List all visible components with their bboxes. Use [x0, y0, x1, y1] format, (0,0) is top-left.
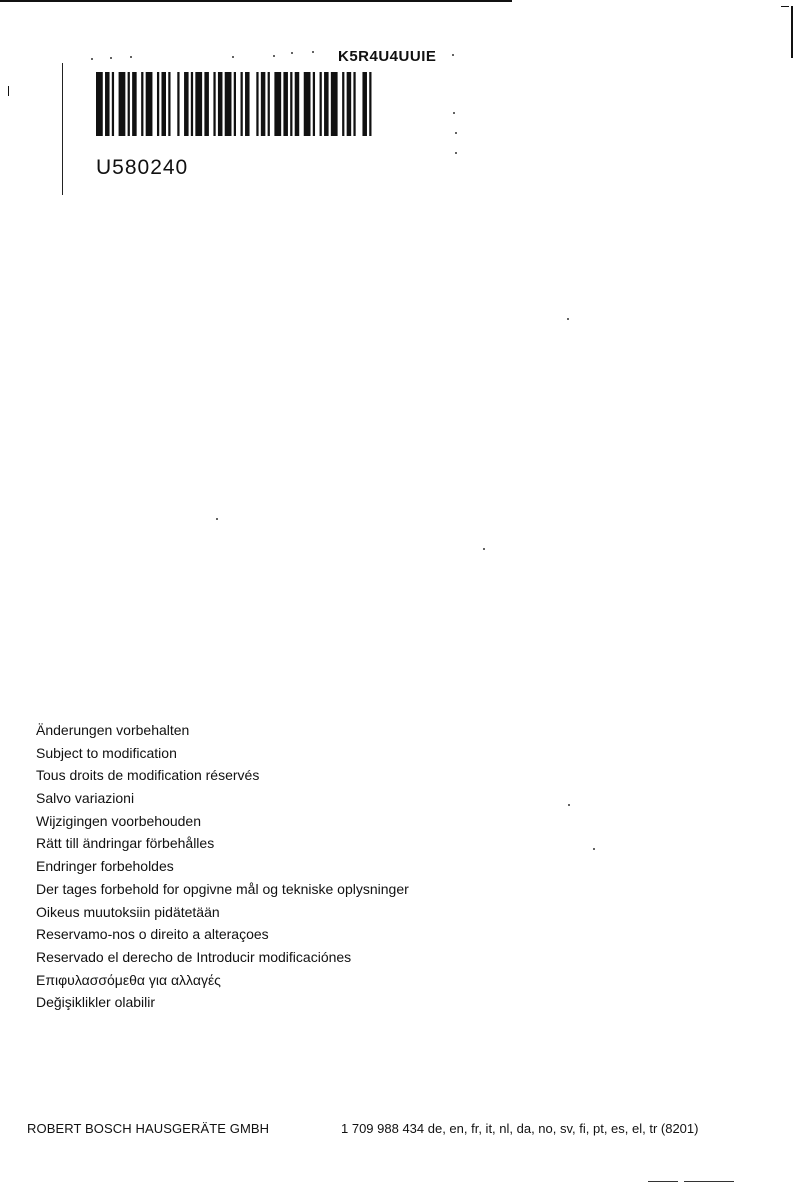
speck [232, 56, 234, 58]
speck [455, 132, 457, 134]
speck [453, 112, 455, 114]
speck [110, 57, 112, 59]
barcode-bar [177, 72, 179, 136]
barcode-bar [324, 72, 329, 136]
bottom-dash-mark [684, 1181, 734, 1182]
speck [216, 518, 218, 520]
barcode-bar [256, 72, 258, 136]
barcode-bar [184, 72, 189, 136]
barcode-bar [234, 72, 236, 136]
barcode-number: U580240 [96, 156, 189, 179]
company-name: ROBERT BOSCH HAUSGERÄTE GMBH [27, 1121, 270, 1136]
barcode-bar [295, 72, 300, 136]
barcode-bar [132, 72, 137, 136]
speck [568, 804, 570, 806]
notice-de: Änderungen vorbehalten [36, 722, 190, 738]
barcode-bar [313, 72, 315, 136]
label-code: K5R4U4UUIE [338, 48, 437, 65]
notice-it: Salvo variazioni [36, 790, 135, 807]
barcode-bar [213, 72, 215, 136]
barcode-bar [161, 72, 166, 136]
notice-no: Endringer forbeholdes [36, 858, 174, 875]
speck [273, 55, 275, 57]
barcode-bar [96, 72, 103, 136]
barcode-bar [331, 72, 338, 136]
speck [567, 318, 569, 320]
barcode-bar [241, 72, 243, 136]
label-bracket [62, 63, 69, 195]
speck [455, 152, 457, 154]
barcode-bar [304, 72, 311, 136]
barcode-bar [274, 72, 281, 136]
barcode-bar [157, 72, 159, 136]
notice-el: Επιφυλασσόμεθα για αλλαγές [36, 971, 221, 988]
speck [312, 51, 314, 53]
barcode-bar [128, 72, 130, 136]
barcode-bar [369, 72, 371, 136]
barcode-bar [320, 72, 322, 136]
top-border-line [0, 0, 512, 2]
notice-tr: Değişiklikler olabilir [36, 994, 156, 1011]
notice-fi: Oikeus muutoksiin pidätetään [36, 903, 220, 920]
speck [593, 848, 595, 850]
barcode-bar [283, 72, 288, 136]
barcode-bar [195, 72, 202, 136]
barcode-bar [146, 72, 153, 136]
barcode-bar [362, 72, 367, 136]
right-edge-tick [781, 6, 789, 7]
barcode-bar [290, 72, 292, 136]
barcode-bar [141, 72, 143, 136]
notice-nl: Wijzigingen voorbehouden [36, 812, 201, 829]
barcode-bar [347, 72, 352, 136]
notice-fr: Tous droits de modification réservés [36, 767, 260, 784]
barcode-bar [225, 72, 232, 136]
modification-notices [36, 719, 409, 1014]
barcode-bar [342, 72, 344, 136]
notice-en: Subject to modification [36, 744, 177, 761]
notice-es: Reservado el derecho de Introducir modificaciónes [36, 948, 352, 965]
barcode-bar [261, 72, 266, 136]
barcode-bar [119, 72, 126, 136]
speck [291, 52, 293, 54]
document-reference: 1 709 988 434 de, en, fr, it, nl, da, no, sv, fi, pt, es, el, tr (8201) [341, 1121, 699, 1136]
barcode-image [96, 72, 376, 136]
barcode-bar [353, 72, 355, 136]
left-edge-mark [8, 86, 9, 96]
speck [130, 56, 132, 58]
speck [452, 54, 454, 56]
notice-pt: Reservamo-nos o direito a alteraçoes [36, 926, 269, 943]
barcode-bar [112, 72, 114, 136]
notice-da: Der tages forbehold for opgivne mål og tekniske oplysninger [36, 880, 409, 897]
barcode-bar [245, 72, 250, 136]
notice-sv: Rätt till ändringar förbehålles [36, 835, 215, 852]
barcode-bar [268, 72, 270, 136]
barcode-bar [204, 72, 209, 136]
right-edge-mark [791, 6, 793, 58]
barcode-bar [168, 72, 170, 136]
bottom-dash-mark [648, 1181, 678, 1182]
speck [483, 548, 485, 550]
barcode-bar [218, 72, 223, 136]
barcode-bar [105, 72, 110, 136]
barcode-bar [191, 72, 193, 136]
speck [91, 58, 93, 60]
